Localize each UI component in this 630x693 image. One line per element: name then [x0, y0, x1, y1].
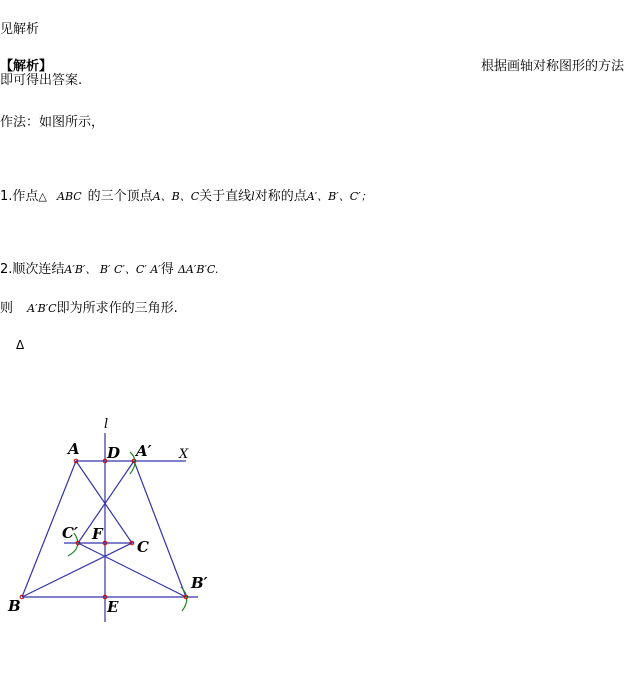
label-a-prime: A′: [136, 442, 152, 460]
conclusion-prefix: 则: [0, 301, 14, 316]
label-b-prime: B′: [191, 574, 208, 592]
step2-get: 得: [160, 262, 174, 277]
method-intro: 作法：如图所示，: [0, 115, 105, 130]
step1-prefix: 1.作点: [0, 189, 39, 204]
label-l: l: [104, 417, 109, 432]
answer-line: 见解析: [0, 22, 40, 37]
label-d: D: [107, 444, 121, 462]
label-e: E: [107, 598, 119, 616]
step1-suffix: 对称的点: [254, 189, 307, 204]
step1-mid: 的三个顶点: [87, 189, 153, 204]
conclusion-tri: A′B′C: [27, 302, 57, 315]
step2-result: ΔA′B′C.: [177, 263, 219, 276]
step1-points: A、B、C: [152, 190, 200, 203]
step1-tri-name: ABC: [57, 190, 82, 203]
conclusion-suffix: 即为所求作的三角形.: [56, 301, 178, 316]
stray-delta-symbol: Δ: [16, 338, 25, 352]
step2-segments: A′B′、 B′ C′、C′ A′: [64, 263, 161, 276]
label-b: B: [8, 597, 21, 615]
step1-triangle-symbol: △: [38, 190, 47, 203]
segment-bc: [22, 543, 132, 597]
segment-a-prime-b-prime: [134, 461, 186, 597]
step1-images: A′、B′、C′；: [306, 190, 372, 203]
segment-ca: [76, 461, 132, 543]
label-c: C: [137, 538, 149, 556]
analysis-heading: 【解析】: [0, 59, 53, 74]
analysis-method-part2: 即可得出答案.: [0, 73, 83, 88]
segment-b-prime-c-prime: [78, 543, 186, 597]
label-a: A: [68, 440, 80, 458]
analysis-method-part1: 根据画轴对称图形的方法: [480, 59, 624, 74]
label-f: F: [92, 525, 103, 543]
label-x: X: [179, 447, 189, 462]
segment-c-prime-a-prime: [78, 461, 134, 543]
step2-prefix: 2.顺次连结: [0, 262, 65, 277]
step1-about: 关于直线: [199, 189, 252, 204]
label-c-prime: C′: [62, 524, 78, 542]
step1-line-name: l: [251, 190, 255, 203]
